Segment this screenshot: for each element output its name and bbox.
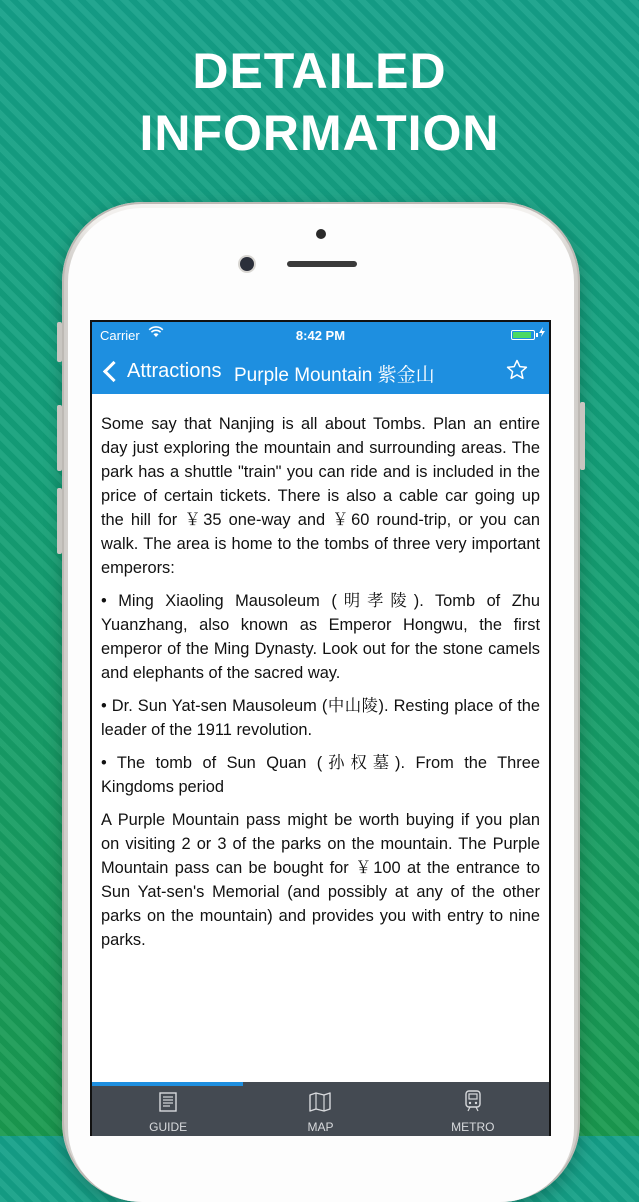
- book-icon: [157, 1091, 179, 1120]
- charging-icon: [539, 327, 545, 340]
- tab-map[interactable]: [244, 1086, 396, 1136]
- promo-line-2: INFORMATION: [139, 105, 500, 161]
- tab-metro-label: METRO: [451, 1120, 495, 1134]
- front-camera: [240, 257, 254, 271]
- tab-guide[interactable]: [92, 1086, 244, 1136]
- article-paragraph: • The tomb of Sun Quan (孙权墓). From the Three Kingdoms period: [101, 754, 540, 796]
- article-paragraph: • Dr. Sun Yat-sen Mausoleum (中山陵). Resting place of the leader of the 1911 revolution.: [101, 697, 540, 739]
- train-icon: [463, 1089, 483, 1120]
- page-title: Purple Mountain 紫金山: [234, 365, 435, 386]
- tab-metro[interactable]: [397, 1086, 549, 1136]
- volume-down-button: [57, 488, 62, 554]
- promo-headline: [0, 40, 639, 164]
- power-button: [580, 402, 585, 470]
- tab-guide-label: GUIDE: [149, 1120, 188, 1134]
- tab-map-label: MAP: [307, 1120, 334, 1134]
- tab-bar: [92, 1086, 549, 1136]
- battery-icon: [511, 330, 535, 340]
- earpiece-speaker: [287, 261, 357, 267]
- back-button-label: Attractions: [127, 359, 222, 382]
- navigation-bar: [92, 348, 549, 394]
- article-content: [92, 394, 549, 1080]
- proximity-sensor: [316, 229, 326, 239]
- battery-fill: [513, 332, 531, 338]
- carrier-label: Carrier: [100, 328, 140, 343]
- map-icon: [308, 1091, 332, 1120]
- promo-line-1: DETAILED: [192, 43, 447, 99]
- article-paragraph: Some say that Nanjing is all about Tombs. Plan an entire day just exploring the mountain and surrounding areas. The park has a shuttle "train" you can ride and is included in the price of certain tickets. There is also a cable car going up the hill for ￥35 one-way and ￥60 round-trip, or you can walk. The area is home to the tombs of three very important emperors:: [101, 415, 540, 577]
- mute-switch: [57, 322, 62, 362]
- volume-up-button: [57, 405, 62, 471]
- status-bar: [92, 322, 549, 348]
- status-time: 8:42 PM: [295, 328, 346, 343]
- article-paragraph: A Purple Mountain pass might be worth buying if you plan on visiting 2 or 3 of the parks on the mountain. The Purple Mountain pass can be bought for ￥100 at the entrance to Sun Yat-sen's Memorial (and possibly at any of the other parks on the mountain) and provides you with entry to nine parks.: [101, 811, 540, 949]
- star-icon[interactable]: [505, 358, 529, 389]
- back-button[interactable]: [100, 356, 221, 386]
- chevron-left-icon: [103, 360, 124, 381]
- phone-screen: [90, 320, 551, 1136]
- battery-tip: [536, 333, 538, 337]
- article-paragraph: • Ming Xiaoling Mausoleum (明孝陵). Tomb of Zhu Yuanzhang, also known as Emperor Hongwu, the first emperor of the Ming Dynasty. Look out for the stone camels and elephants of the sacred way.: [101, 592, 540, 682]
